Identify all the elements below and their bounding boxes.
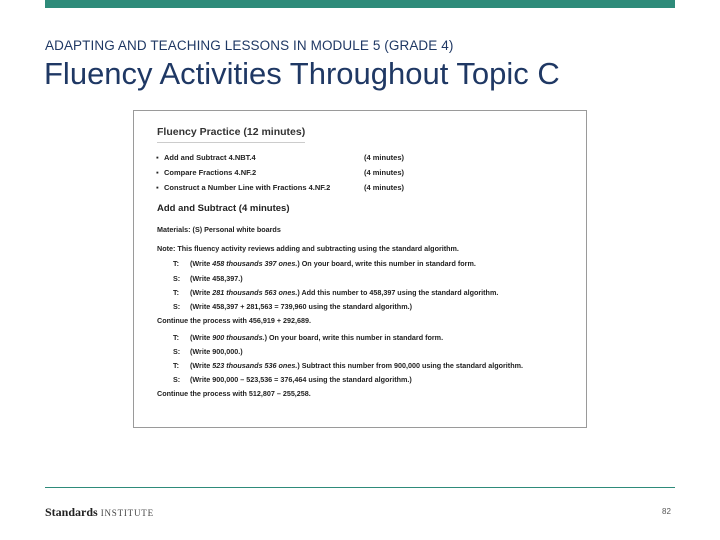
speaker-label: S: xyxy=(173,274,181,283)
dialogue-text: (Write 523 thousands 536 ones.) Subtract this number from 900,000 using the standard algorithm. xyxy=(190,361,523,370)
speaker-label: T: xyxy=(173,361,179,370)
activity-name: Construct a Number Line with Fractions 4.NF.2 xyxy=(164,183,331,192)
slide-subtitle: ADAPTING AND TEACHING LESSONS IN MODULE 5 (GRADE 4) xyxy=(45,38,454,53)
list-item xyxy=(156,153,566,168)
dialogue-text: (Write 458,397 + 281,563 = 739,960 using the standard algorithm.) xyxy=(190,302,412,311)
fluency-practice-heading: Fluency Practice (12 minutes) xyxy=(157,126,306,138)
list-item xyxy=(156,183,566,198)
dialogue-text: (Write 281 thousands 563 ones.) Add this number to 458,397 using the standard algorithm. xyxy=(190,288,499,297)
standards-institute-logo xyxy=(45,505,154,520)
speaker-label: S: xyxy=(173,375,181,384)
top-accent-bar xyxy=(45,0,675,8)
logo-bold-text: Standards xyxy=(45,505,98,519)
dialogue-text: (Write 458 thousands 397 ones.) On your board, write this number in standard form. xyxy=(190,259,476,268)
logo-small-text: INSTITUTE xyxy=(100,508,154,518)
dialogue-text: (Write 900 thousands.) On your board, write this number in standard form. xyxy=(190,333,444,342)
section-title: Add and Subtract (4 minutes) xyxy=(157,203,290,214)
slide-title: Fluency Activities Throughout Topic C xyxy=(44,56,560,91)
speaker-label: T: xyxy=(173,288,179,297)
footer-divider xyxy=(45,487,675,488)
bullet-icon: ▪ xyxy=(156,168,159,177)
activity-list xyxy=(156,153,566,198)
note-line: Note: This fluency activity reviews adding and subtracting using the standard algorithm. xyxy=(157,244,459,253)
activity-name: Compare Fractions 4.NF.2 xyxy=(164,168,257,177)
activity-time: (4 minutes) xyxy=(364,168,405,177)
speaker-label: T: xyxy=(173,333,179,342)
speaker-label: S: xyxy=(173,347,181,356)
activity-time: (4 minutes) xyxy=(364,153,405,162)
speaker-label: S: xyxy=(173,302,181,311)
list-item xyxy=(156,168,566,183)
materials-line: Materials: (S) Personal white boards xyxy=(157,225,281,234)
dialogue-text: (Write 458,397.) xyxy=(190,274,243,283)
page-number: 82 xyxy=(662,507,671,516)
dialogue-text: (Write 900,000.) xyxy=(190,347,243,356)
document-excerpt xyxy=(133,110,587,428)
activity-name: Add and Subtract 4.NBT.4 xyxy=(164,153,256,162)
bullet-icon: ▪ xyxy=(156,183,159,192)
bullet-icon: ▪ xyxy=(156,153,159,162)
continue-line: Continue the process with 512,807 – 255,258. xyxy=(157,389,311,398)
dialogue-text: (Write 900,000 – 523,536 = 376,464 using the standard algorithm.) xyxy=(190,375,412,384)
activity-time: (4 minutes) xyxy=(364,183,405,192)
continue-line: Continue the process with 456,919 + 292,689. xyxy=(157,316,311,325)
speaker-label: T: xyxy=(173,259,179,268)
